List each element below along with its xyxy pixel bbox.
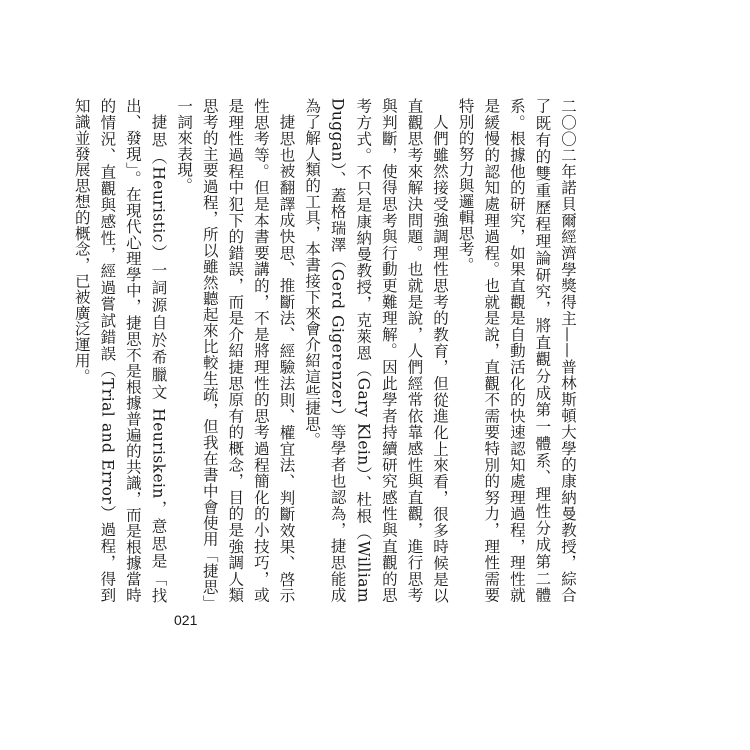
paragraph-3: 捷思也被翻譯成快思、推斷法、經驗法則、權宜法、判斷效果、啓示性思考等。但是本書要講的，不是將理性的思考過程簡化的小技巧，或是理性過程中犯下的錯誤，而是介紹捷思原有的概念，目的是強調人類思考的主要過程，所以雖然聽起來比較生疏，但我在書中會使用「捷思」一詞來表現。 xyxy=(175,98,296,603)
page-number: 021 xyxy=(174,612,198,628)
vertical-text-body xyxy=(72,98,580,603)
paragraph-4: 捷思（Heuristic）一詞源自於希臘文 Heuriskein，意思是「找出、發現」。在現代心理學中，捷思不是根據普遍的共識，而是根據當時的情況、直觀與感性，經過嘗試錯誤（Trial and Error）過程，得到知識並發展思想的概念，已被廣泛運用。 xyxy=(72,98,168,603)
paragraph-1: 二〇〇二年諾貝爾經濟學獎得主——普林斯頓大學的康納曼教授，綜合了既有的雙重歷程理論研究，將直觀分成第一體系、理性分成第二體系。根據他的研究，如果直觀是自動活化的快速認知處理過程，理性就是緩慢的認知處理過程。也就是說，直觀不需要特別的努力，理性需要特別的努力與邏輯思考。 xyxy=(456,98,577,603)
paragraph-2: 人們雖然接受強調理性思考的教育，但從進化上來看，很多時候是以直觀思考來解決問題。也就是說，人們經常依靠感性與直觀，進行思考與判斷，使得思考與行動更難理解。因此學者持續研究感性與直觀的思考方式。不只是康納曼教授，克萊恩（Gary Klein）、杜根（William Duggan）、蓋格瑞澤（Gerd Gigerenzer）等學者也認為，捷思能成為了解人類的工具，本書接下來會介紹這些捷思。 xyxy=(303,98,450,603)
